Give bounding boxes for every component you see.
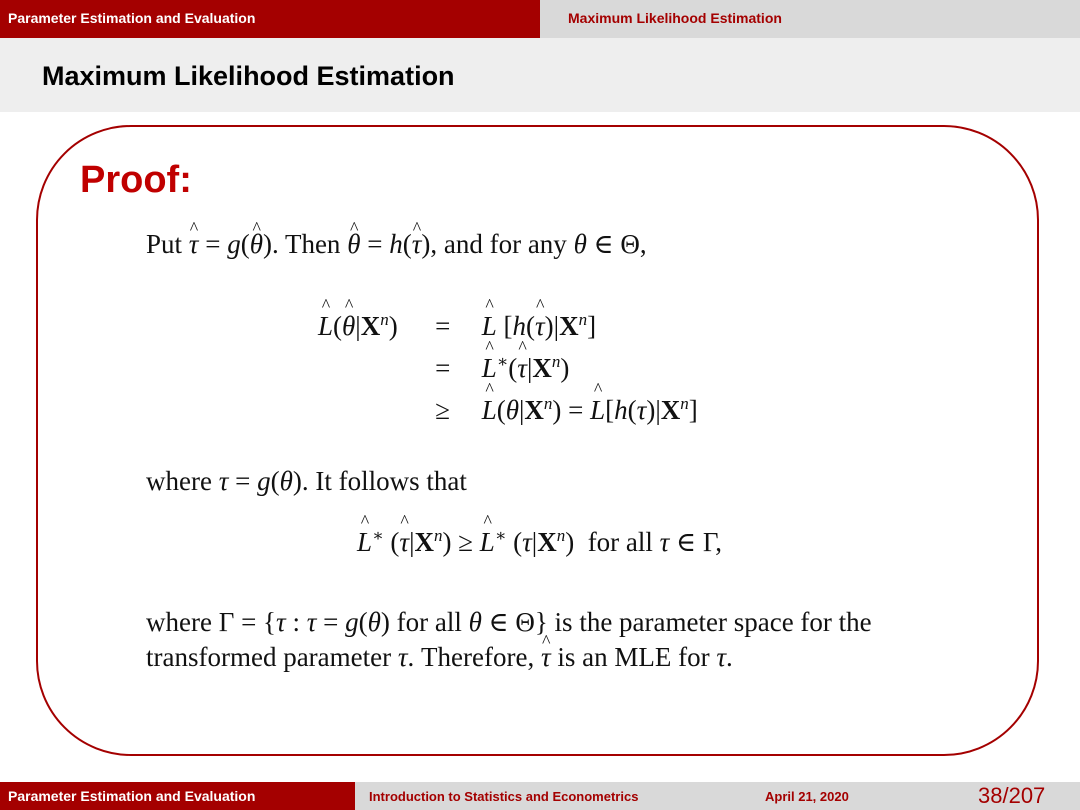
proof-box bbox=[36, 125, 1039, 756]
top-section-left-label: Parameter Estimation and Evaluation bbox=[8, 10, 256, 26]
proof-paragraph-conclusion: where Γ = {τ : τ = g(θ) for all θ ∈ Θ} is the parameter space for the transformed parameter τ. Therefore, ^ τ is an MLE for τ. bbox=[146, 605, 1006, 675]
slide-title: Maximum Likelihood Estimation bbox=[42, 61, 455, 91]
display-inequality: ^ L∗ (^ $\tau|X^n$) ≥ ^ L∗ $(\tau|X^n)$ for all τ ∈ Γ, bbox=[38, 527, 1041, 558]
page-number: 38/207 bbox=[978, 783, 1046, 808]
proof-paragraph-where: where τ = g(θ). It follows that bbox=[146, 466, 467, 496]
footer-info bbox=[719, 782, 1080, 810]
footer-bar bbox=[0, 782, 1080, 810]
top-bar bbox=[0, 0, 1080, 38]
equation-row: ≥ ^ $L(\theta|X^n)$ = ^ $L[h(\tau)|X^n]$ bbox=[318, 389, 698, 431]
footer-section[interactable]: Parameter Estimation and Evaluation bbox=[0, 782, 355, 810]
title-band bbox=[0, 38, 1080, 112]
equation-row: = ^ L∗(^ $\tau|X^n$) bbox=[318, 347, 698, 389]
equation-row: ^ L(^ $\theta|X^n$) = ^ L [h(^ $\tau)|X^n$] bbox=[318, 305, 698, 347]
equation-array bbox=[318, 305, 698, 431]
top-section-right-label: Maximum Likelihood Estimation bbox=[568, 10, 782, 26]
top-section-left[interactable] bbox=[0, 0, 540, 38]
footer-date: April 21, 2020 bbox=[765, 789, 849, 804]
proof-heading: Proof: bbox=[80, 159, 192, 201]
top-section-right[interactable] bbox=[540, 0, 1080, 38]
proof-paragraph-intro: Put ^ τ = g(^ θ). Then ^ θ = h(^ τ), and for any θ ∈ Θ, bbox=[146, 227, 647, 262]
footer-course-title[interactable]: Introduction to Statistics and Econometrics bbox=[355, 782, 719, 810]
